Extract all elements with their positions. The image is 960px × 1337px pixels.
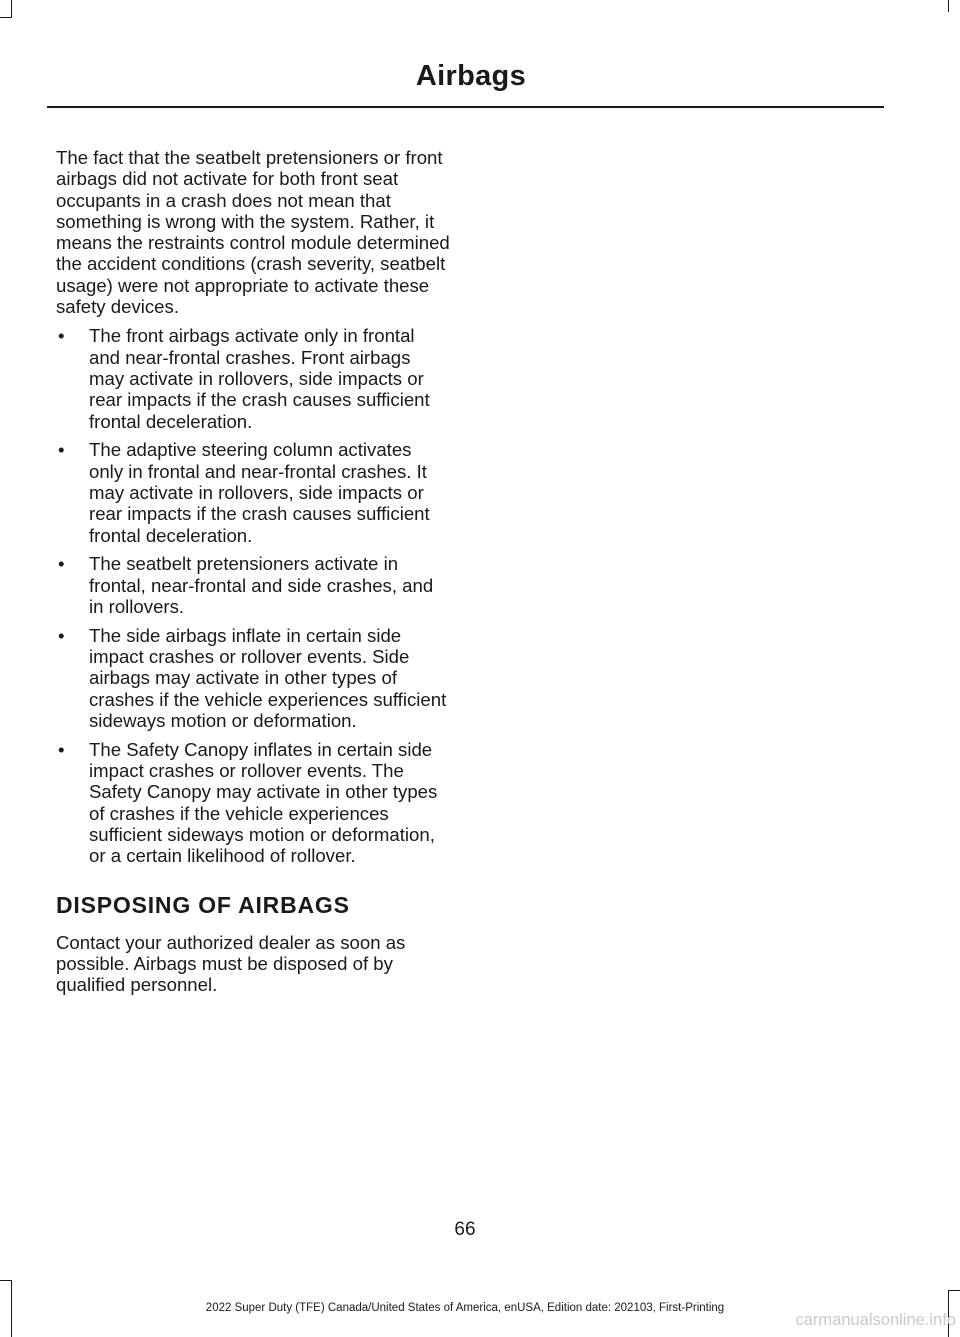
list-item: [56, 625, 450, 731]
list-item: [56, 439, 450, 545]
header-divider: [47, 106, 884, 108]
watermark: carmanualsonline.info: [795, 1311, 956, 1329]
main-content: [56, 147, 450, 996]
footer-edition-info: 2022 Super Duty (TFE) Canada/United States of America, enUSA, Edition date: 202103, First-Printing: [205, 1302, 725, 1314]
bullet-list: [56, 325, 450, 866]
bullet-icon: •: [58, 738, 65, 760]
page-title: Airbags: [415, 60, 526, 92]
list-item-text: The side airbags inflate in certain side impact crashes or rollover events. Side airbags may activate in other types of crashes if the vehicle experiences sufficient sideways motion or deformation.: [89, 624, 447, 731]
crop-mark-top-left: [0, 17, 12, 18]
list-item-text: The front airbags activate only in frontal and near-frontal crashes. Front airbags may activate in rollovers, side impacts or rear impacts if the crash causes sufficient frontal deceleration.: [89, 325, 430, 432]
crop-mark-top-left: [11, 0, 12, 18]
list-item: [56, 739, 450, 867]
crop-mark-top-right: [948, 0, 949, 12]
section-heading: DISPOSING OF AIRBAGS: [56, 891, 350, 918]
crop-mark-bottom-left: [0, 1280, 12, 1281]
section-body: Contact your authorized dealer as soon as possible. Airbags must be disposed of by qualified personnel.: [56, 931, 406, 996]
page-number: 66: [454, 1219, 476, 1240]
bullet-icon: •: [58, 439, 65, 461]
intro-paragraph: The fact that the seatbelt pretensioners or front airbags did not activate for both front seat occupants in a crash does not mean that something is wrong with the system. Rather, it means the restraints control module determined the accident conditions (crash severity, seatbelt usage) were not appropriate to activate these safety devices.: [56, 147, 450, 318]
bullet-icon: •: [58, 553, 65, 575]
list-item-text: The Safety Canopy inflates in certain side impact crashes or rollover events. The Safety Canopy may activate in other types of crashes if the vehicle experiences sufficient sideways motion or deformation, or a certain likelihood of rollover.: [89, 738, 438, 867]
list-item: [56, 325, 450, 431]
list-item-text: The seatbelt pretensioners activate in frontal, near-frontal and side crashes, and in rollovers.: [89, 553, 434, 617]
list-item: [56, 553, 450, 617]
bullet-icon: •: [58, 624, 65, 646]
bullet-icon: •: [58, 325, 65, 347]
crop-mark-bottom-right: [948, 1290, 960, 1291]
list-item-text: The adaptive steering column activates only in frontal and near-frontal crashes. It may activate in rollovers, side impacts or rear impacts if the crash causes sufficient frontal deceleration.: [89, 439, 430, 546]
